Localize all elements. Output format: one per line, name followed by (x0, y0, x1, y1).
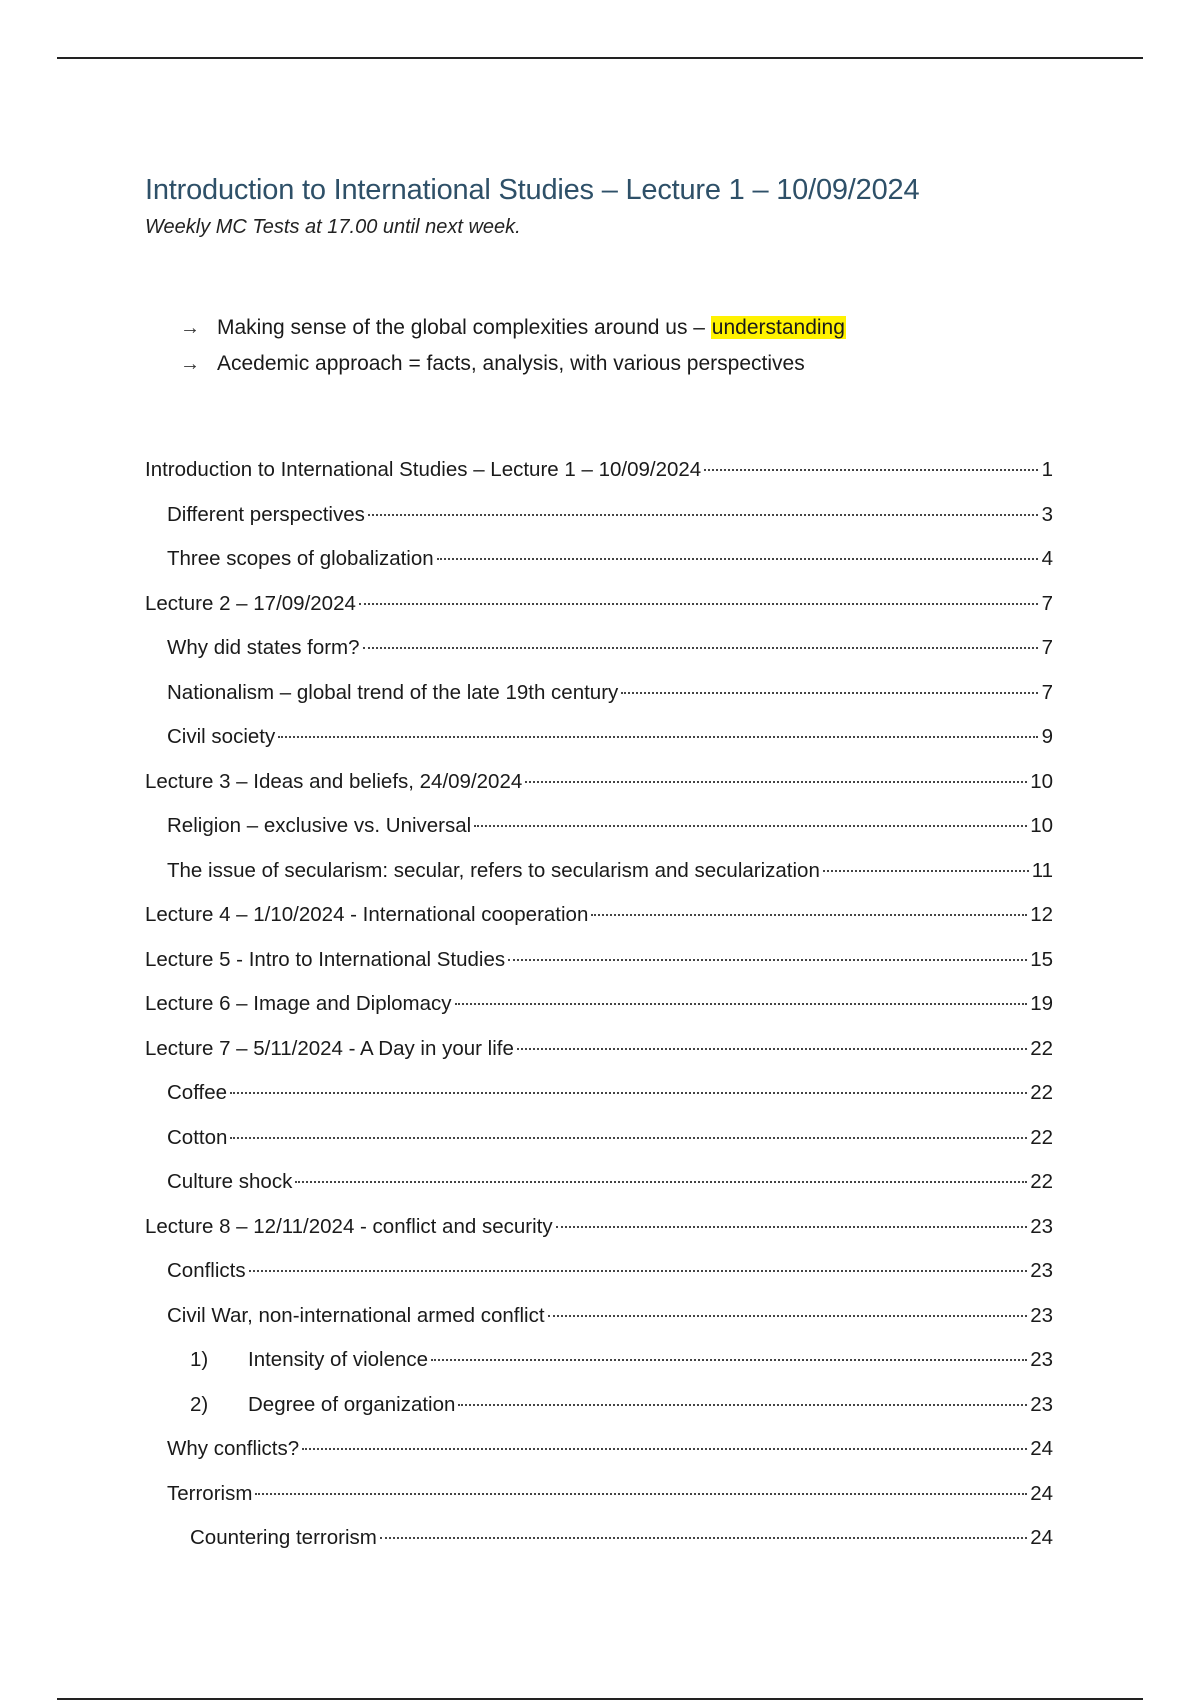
toc-entry-page: 7 (1041, 591, 1053, 615)
bullet-text: Acedemic approach = facts, analysis, with various perspectives (217, 352, 805, 375)
toc-entry[interactable] (145, 671, 1053, 716)
toc-entry[interactable] (145, 493, 1053, 538)
document-header (145, 170, 1055, 382)
toc-entry[interactable] (145, 1427, 1053, 1472)
toc-entry[interactable] (145, 982, 1053, 1027)
toc-entry-page: 7 (1041, 680, 1053, 704)
toc-entry-title: Conflicts (167, 1259, 246, 1282)
toc-dot-leader (458, 1404, 1027, 1406)
toc-entry-page: 22 (1030, 1036, 1053, 1060)
toc-entry-title: Introduction to International Studies – Lecture 1 – 10/09/2024 (145, 458, 702, 481)
toc-entry-title: Degree of organization (248, 1392, 456, 1416)
toc-entry-title: Culture shock (167, 1170, 293, 1193)
toc-entry-title: Lecture 6 – Image and Diplomacy (145, 992, 452, 1015)
toc-entry-page: 23 (1030, 1392, 1053, 1416)
toc-dot-leader (455, 1003, 1028, 1005)
toc-entry[interactable] (145, 849, 1053, 894)
toc-entry[interactable] (145, 938, 1053, 983)
toc-entry-page: 23 (1030, 1259, 1053, 1282)
toc-entry-page: 22 (1030, 1125, 1053, 1149)
toc-entry-title: Civil society (167, 725, 276, 748)
toc-entry[interactable] (145, 1116, 1053, 1161)
toc-entry[interactable] (145, 1472, 1053, 1517)
toc-dot-leader (431, 1359, 1027, 1361)
bullet-item (180, 310, 1055, 346)
toc-entry-title: Civil War, non-international armed conflict (167, 1303, 545, 1327)
toc-dot-leader (591, 914, 1027, 916)
toc-entry-title: Religion – exclusive vs. Universal (167, 814, 472, 837)
toc-entry-number: 1) (190, 1348, 209, 1371)
toc-entry-page: 23 (1030, 1214, 1053, 1238)
toc-entry-title: Lecture 2 – 17/09/2024 (145, 591, 356, 615)
toc-entry-title: Nationalism – global trend of the late 19th century (167, 680, 619, 704)
toc-dot-leader (380, 1537, 1027, 1539)
toc-entry-page: 24 (1030, 1437, 1053, 1460)
toc-dot-leader (230, 1092, 1027, 1094)
toc-dot-leader (359, 603, 1038, 605)
toc-entry[interactable] (145, 1205, 1053, 1250)
arrow-icon: → (180, 353, 200, 375)
toc-entry[interactable] (145, 1160, 1053, 1205)
toc-entry-page: 24 (1030, 1481, 1053, 1505)
top-rule (57, 57, 1143, 59)
arrow-icon: → (180, 317, 200, 339)
toc-entry-title: Lecture 3 – Ideas and beliefs, 24/09/2024 (145, 769, 523, 793)
toc-entry-title: Lecture 4 – 1/10/2024 - International cooperation (145, 903, 589, 926)
highlighted-word: understanding (711, 316, 845, 339)
toc-entry[interactable] (145, 1516, 1053, 1561)
toc-entry-page: 24 (1030, 1526, 1053, 1549)
toc-entry-page: 10 (1030, 814, 1053, 837)
bullet-text: Making sense of the global complexities around us – understanding (217, 316, 845, 339)
toc-entry-page: 12 (1030, 903, 1053, 926)
toc-dot-leader (255, 1493, 1027, 1495)
toc-dot-leader (517, 1048, 1027, 1050)
toc-entry[interactable] (145, 804, 1053, 849)
toc-entry-page: 4 (1041, 547, 1053, 570)
toc-dot-leader (508, 959, 1027, 961)
toc-entry[interactable] (145, 626, 1053, 671)
toc-entry-title: Lecture 5 - Intro to International Studies (145, 947, 506, 971)
toc-entry[interactable] (145, 893, 1053, 938)
toc-entry[interactable] (145, 1071, 1053, 1116)
toc-entry[interactable] (145, 1383, 1053, 1428)
toc-entry[interactable] (145, 715, 1053, 760)
toc-dot-leader (295, 1181, 1027, 1183)
toc-dot-leader (437, 558, 1038, 560)
toc-entry-page: 1 (1041, 458, 1053, 481)
toc-dot-leader (556, 1226, 1028, 1228)
toc-entry-title: Intensity of violence (248, 1348, 429, 1371)
toc-entry-title: Terrorism (167, 1481, 253, 1505)
toc-entry-page: 10 (1030, 769, 1053, 793)
toc-entry[interactable] (145, 537, 1053, 582)
toc-entry-title: Lecture 8 – 12/11/2024 - conflict and security (145, 1214, 553, 1238)
toc-entry-page: 7 (1041, 636, 1053, 659)
toc-entry-title: Countering terrorism (190, 1526, 377, 1549)
toc-entry-title: Three scopes of globalization (167, 547, 434, 570)
toc-entry[interactable] (145, 1294, 1053, 1339)
toc-entry-page: 22 (1030, 1081, 1053, 1104)
toc-dot-leader (302, 1448, 1027, 1450)
toc-entry-title: Lecture 7 – 5/11/2024 - A Day in your life (145, 1036, 514, 1060)
toc-dot-leader (548, 1315, 1028, 1317)
toc-dot-leader (363, 647, 1038, 649)
bullet-list (145, 310, 1055, 382)
toc-dot-leader (368, 514, 1038, 516)
toc-entry-title: Why did states form? (167, 636, 360, 659)
toc-entry-page: 9 (1041, 725, 1053, 748)
toc-entry-page: 19 (1030, 992, 1053, 1015)
toc-dot-leader (278, 736, 1038, 738)
toc-dot-leader (621, 692, 1038, 694)
toc-dot-leader (704, 469, 1038, 471)
toc-entry-page: 23 (1030, 1348, 1053, 1371)
toc-dot-leader (474, 825, 1027, 827)
toc-entry-number: 2) (190, 1392, 209, 1416)
table-of-contents (145, 448, 1053, 1561)
toc-entry-title: Cotton (167, 1125, 228, 1149)
toc-entry-page: 23 (1030, 1303, 1053, 1327)
document-subtitle: Weekly MC Tests at 17.00 until next week. (145, 216, 521, 238)
toc-entry-title: Coffee (167, 1081, 228, 1104)
toc-dot-leader (823, 870, 1029, 872)
toc-dot-leader (249, 1270, 1028, 1272)
toc-dot-leader (230, 1137, 1027, 1139)
toc-entry-title: The issue of secularism: secular, refers to secularism and secularization (167, 858, 820, 882)
toc-entry[interactable] (145, 448, 1053, 493)
bullet-item (180, 346, 1055, 382)
toc-entry[interactable] (145, 1027, 1053, 1072)
toc-entry[interactable] (145, 760, 1053, 805)
toc-dot-leader (525, 781, 1027, 783)
toc-entry-page: 3 (1041, 502, 1053, 526)
toc-entry[interactable] (145, 1338, 1053, 1383)
toc-entry-page: 15 (1030, 947, 1053, 971)
toc-entry-title: Why conflicts? (167, 1437, 300, 1460)
toc-entry[interactable] (145, 1249, 1053, 1294)
toc-entry-page: 22 (1030, 1170, 1053, 1193)
toc-entry-title: Different perspectives (167, 502, 365, 526)
toc-entry[interactable] (145, 582, 1053, 627)
document-title: Introduction to International Studies – Lecture 1 – 10/09/2024 (145, 174, 920, 206)
toc-entry-page: 11 (1031, 858, 1053, 882)
